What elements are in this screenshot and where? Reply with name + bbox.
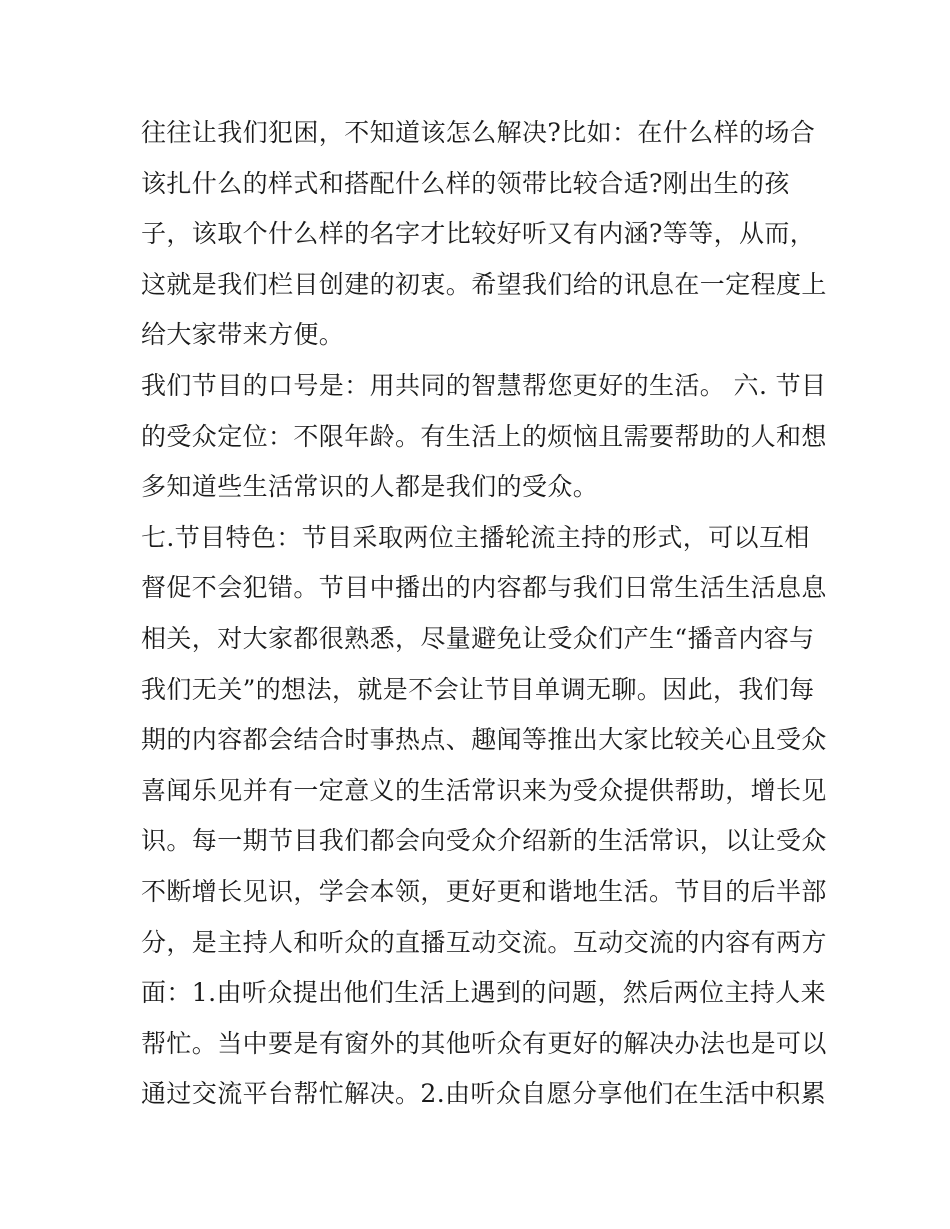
text-line: 给大家带来方便。 [141,320,345,350]
text-line: 该扎什么的样式和搭配什么样的领带比较合适?刚出生的孩 [141,168,790,198]
text-line: 帮忙。当中要是有窗外的其他听众有更好的解决办法也是可以 [141,1028,827,1058]
text-line: 我们无关”的想法，就是不会让节目单调无聊。因此，我们每 [141,674,815,704]
text-line: 往往让我们犯困，不知道该怎么解决?比如：在什么样的场合 [141,118,816,147]
text-line: 子，该取个什么样的名字才比较好听又有内涵?等等，从而， [141,219,816,249]
text-line: 分，是主持人和听众的直播互动交流。互动交流的内容有两方 [141,927,827,957]
text-line: 面：1.由听众提出他们生活上遇到的问题，然后两位主持人来 [141,978,827,1008]
text-line: 通过交流平台帮忙解决。2.由听众自愿分享他们在生活中积累 [141,1079,827,1109]
text-line: 期的内容都会结合时事热点、趣闻等推出大家比较关心且受众 [141,725,827,755]
text-line: 识。每一期节目我们都会向受众介绍新的生活常识，以让受众 [141,826,827,856]
text-line: 的受众定位：不限年龄。有生活上的烦恼且需要帮助的人和想 [141,421,827,451]
text-line: 喜闻乐见并有一定意义的生活常识来为受众提供帮助，增长见 [141,775,827,805]
text-line: 多知道些生活常识的人都是我们的受众。 [141,472,599,502]
text-line: 不断增长见识，学会本领，更好更和谐地生活。节目的后半部 [141,876,827,906]
text-line: 督促不会犯错。节目中播出的内容都与我们日常生活生活息息 [141,573,827,603]
text-line: 这就是我们栏目创建的初衷。希望我们给的讯息在一定程度上 [141,269,827,299]
text-line: 相关，对大家都很熟悉，尽量避免让受众们产生“播音内容与 [141,623,815,653]
text-line: 七.节目特色：节目采取两位主播轮流主持的形式，可以互相 [141,522,810,552]
text-line: 我们节目的口号是：用共同的智慧帮您更好的生活。 六. 节目 [141,370,827,400]
body-text [141,108,827,1120]
